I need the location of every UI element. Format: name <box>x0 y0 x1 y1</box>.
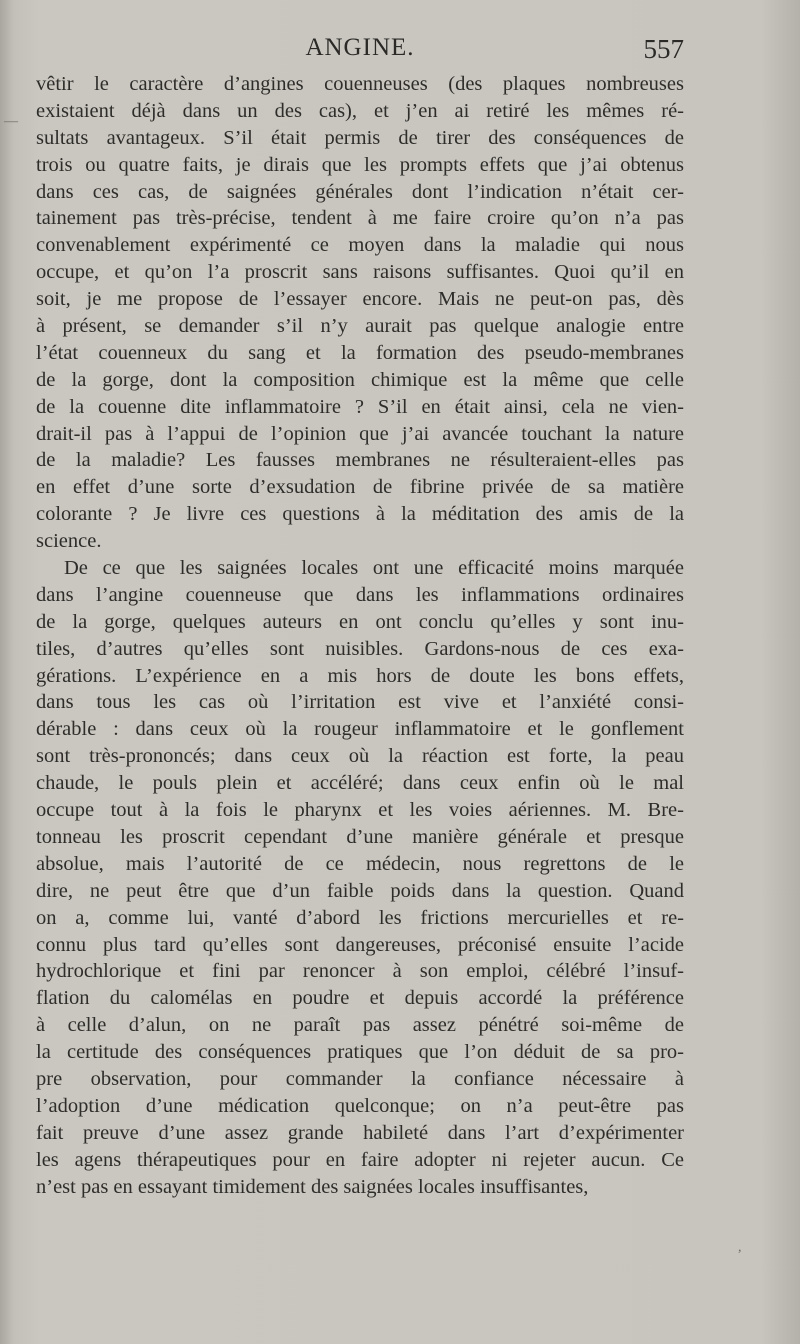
text-line: l’adoption d’une médication quelconque; on n’a peut-être pas <box>36 1094 684 1117</box>
text-line: occupe tout à la fois le pharynx et les voies aériennes. M. Bre- <box>36 799 684 822</box>
text-line: tiles, d’autres qu’elles sont nuisibles. Gardons-nous de ces exa- <box>36 637 684 660</box>
text-line: tonneau les proscrit cependant d’une manière générale et presque <box>36 825 684 848</box>
text-line: drait-il pas à l’appui de l’opinion que j’ai avancée touchant la nature <box>36 422 684 445</box>
text-line: l’état couenneux du sang et la formation des pseudo-membranes <box>36 341 684 364</box>
text-line: pre observation, pour commander la confiance nécessaire à <box>36 1067 684 1090</box>
text-line: absolue, mais l’autorité de ce médecin, nous regrettons de le <box>36 852 684 875</box>
margin-dash: — <box>4 114 18 129</box>
text-line: fait preuve d’une assez grande habileté dans l’art d’expérimenter <box>36 1121 684 1144</box>
text-line: de la gorge, quelques auteurs en ont conclu qu’elles y sont inu- <box>36 610 684 633</box>
text-line: existaient déjà dans un des cas), et j’en ai retiré les mêmes ré- <box>36 99 684 122</box>
text-line: dans tous les cas où l’irritation est vive et l’anxiété consi- <box>36 691 684 714</box>
text-line: sultats avantageux. S’il était permis de tirer des conséquences de <box>36 126 684 149</box>
body-text <box>36 71 684 1200</box>
page-header <box>36 34 684 68</box>
text-line: vêtir le caractère d’angines couenneuses (des plaques nombreuses <box>36 73 684 95</box>
text-line: convenablement expérimenté ce moyen dans la maladie qui nous <box>36 234 684 257</box>
text-line: de la maladie? Les fausses membranes ne résulteraient-elles pas <box>36 449 684 472</box>
paragraph <box>36 71 684 555</box>
paragraph <box>36 555 684 1200</box>
text-line: à présent, se demander s’il n’y aurait pas quelque analogie entre <box>36 315 684 338</box>
text-line: colorante ? Je livre ces questions à la méditation des amis de la <box>36 503 684 526</box>
text-line: en effet d’une sorte d’exsudation de fibrine privée de sa matière <box>36 476 684 499</box>
text-line: trois ou quatre faits, je dirais que les prompts effets que j’ai obtenus <box>36 153 684 176</box>
text-line: de la gorge, dont la composition chimique est la même que celle <box>36 368 684 391</box>
text-line: soit, je me propose de l’essayer encore. Mais ne peut-on pas, dès <box>36 288 684 311</box>
text-line: la certitude des conséquences pratiques que l’on déduit de sa pro- <box>36 1041 684 1064</box>
text-line: occupe, et qu’on l’a proscrit sans raisons suffisantes. Quoi qu’il en <box>36 261 684 284</box>
text-line: sont très-prononcés; dans ceux où la réaction est forte, la peau <box>36 745 684 768</box>
text-line: chaude, le pouls plein et accéléré; dans ceux enfin où le mal <box>36 772 684 795</box>
text-line: science. <box>36 530 102 553</box>
text-line: tainement pas très-précise, tendent à me faire croire qu’on n’a pas <box>36 207 684 230</box>
text-line: flation du calomélas en poudre et depuis accordé la préférence <box>36 987 684 1010</box>
text-line: de la couenne dite inflammatoire ? S’il en était ainsi, cela ne vien- <box>36 395 684 418</box>
text-line: dire, ne peut être que d’un faible poids dans la question. Quand <box>36 879 684 902</box>
text-line: les agens thérapeutiques pour en faire adopter ni rejeter aucun. Ce <box>36 1148 684 1171</box>
margin-tick: , <box>738 1240 742 1255</box>
text-line: De ce que les saignées locales ont une efficacité moins marquée <box>64 557 684 580</box>
text-line: n’est pas en essayant timidement des saignées locales insuffisantes, <box>36 1175 589 1198</box>
text-line: connu plus tard qu’elles sont dangereuses, préconisé ensuite l’acide <box>36 933 684 956</box>
text-line: dans l’angine couenneuse que dans les inflammations ordinaires <box>36 583 684 606</box>
running-title: ANGINE. <box>305 34 415 61</box>
text-line: on a, comme lui, vanté d’abord les frictions mercurielles et re- <box>36 906 684 929</box>
text-line: dérable : dans ceux où la rougeur inflammatoire et le gonflement <box>36 718 684 741</box>
page-number: 557 <box>643 34 684 64</box>
text-line: dans ces cas, de saignées générales dont l’indication n’était cer- <box>36 180 684 203</box>
text-line: à celle d’alun, on ne paraît pas assez pénétré soi-même de <box>36 1014 684 1037</box>
text-line: hydrochlorique et fini par renoncer à son emploi, célébré l’insuf- <box>36 960 684 983</box>
text-line: gérations. L’expérience en a mis hors de doute les bons effets, <box>36 664 684 687</box>
